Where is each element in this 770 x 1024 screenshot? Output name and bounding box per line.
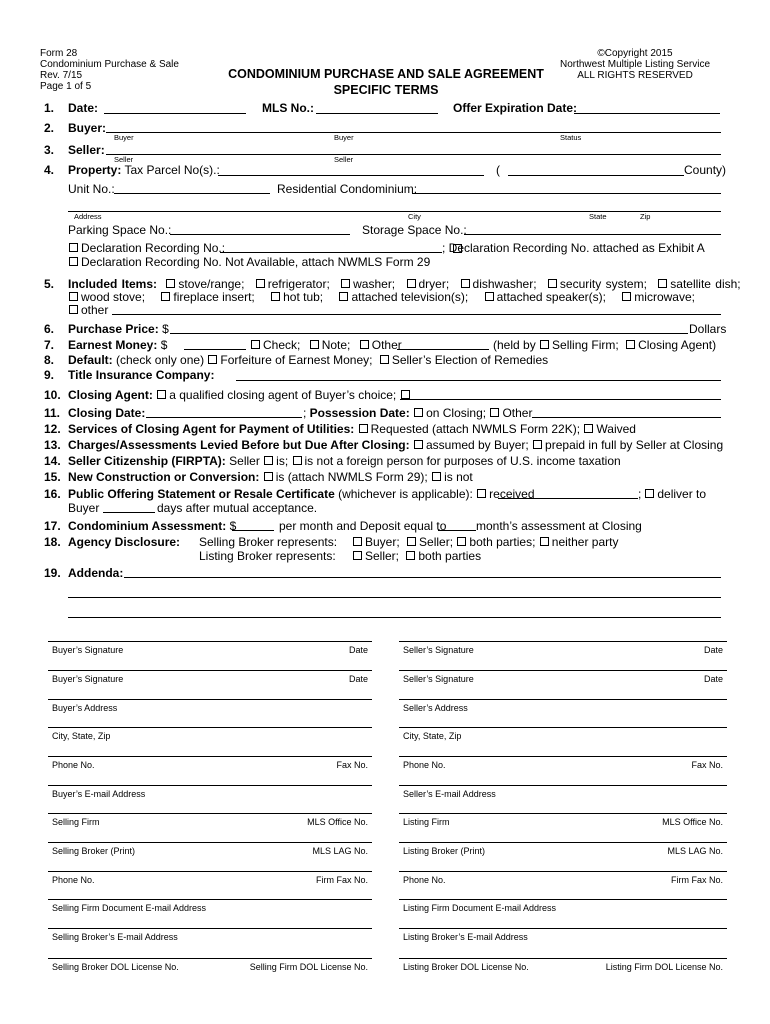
- phone-no-field[interactable]: [399, 756, 727, 757]
- address-field[interactable]: [68, 211, 721, 212]
- new-construction-row: [68, 470, 473, 484]
- sellers-address-field[interactable]: [399, 699, 727, 700]
- selling-firm-document-e-mail-address-label: Selling Firm Document E-mail Address: [52, 903, 207, 913]
- fireplace-insert-checkbox[interactable]: [161, 292, 170, 301]
- seller-sublabel: Seller: [334, 155, 354, 164]
- sellers-signature-label: Seller’s Signature: [403, 674, 474, 684]
- attached-television-label: attached television(s);: [351, 290, 469, 304]
- title-insurance-field[interactable]: [236, 380, 721, 381]
- phone-no-label: Phone No.: [403, 875, 446, 885]
- rights-reserved: ALL RIGHTS RESERVED: [577, 70, 693, 81]
- item-number: 4.: [44, 163, 55, 177]
- form-header-right: [550, 48, 720, 81]
- earnest-money-row: [68, 338, 167, 352]
- buyers-signature-label: Buyer’s Signature: [52, 645, 124, 655]
- item-number: 8.: [44, 353, 55, 367]
- parking-space-label: Parking Space No.:: [68, 223, 172, 237]
- county-open-paren: (: [496, 163, 500, 177]
- city-sublabel: City: [408, 212, 421, 221]
- date-label: Date: [348, 645, 368, 655]
- possession-other-field[interactable]: [532, 417, 721, 418]
- default-row: [68, 353, 548, 367]
- phone-no-field[interactable]: [48, 871, 372, 872]
- forfeiture-checkbox[interactable]: [208, 355, 217, 364]
- page-number: Page 1 of 5: [40, 81, 92, 92]
- selling-broker-dol-license-no-field[interactable]: [48, 958, 372, 959]
- wood-stove-label: wood stove;: [81, 290, 146, 304]
- wood-stove-checkbox[interactable]: [69, 292, 78, 301]
- possession-other-label: Other: [502, 406, 533, 420]
- item-number: 17.: [44, 519, 61, 533]
- listing-broker-options: [352, 549, 481, 563]
- citizenship-is-checkbox[interactable]: [264, 456, 273, 465]
- phone-no-label: Phone No.: [52, 760, 95, 770]
- hot-tub-checkbox[interactable]: [271, 292, 280, 301]
- ad-seller-checkbox[interactable]: [407, 537, 416, 546]
- ad-buyer-label: Buyer;: [365, 535, 400, 549]
- date-label: Date: [348, 674, 368, 684]
- sellers-e-mail-address-field[interactable]: [399, 785, 727, 786]
- listing-firm-dol-license-no-label: Listing Firm DOL License No.: [605, 962, 723, 972]
- mls-lag-no-label: MLS LAG No.: [667, 846, 723, 856]
- buyer-label: Buyer:: [68, 121, 107, 135]
- phone-no-label: Phone No.: [403, 760, 446, 770]
- on-closing-label: on Closing;: [426, 406, 487, 420]
- closing-date-label: Closing Date:: [68, 406, 146, 420]
- em-other-label: Other: [371, 338, 402, 352]
- dollar-sign: $: [162, 322, 169, 336]
- phone-no-field[interactable]: [48, 756, 372, 757]
- refrigerator-label: refrigerator;: [267, 277, 330, 291]
- utilities-waived-checkbox[interactable]: [584, 424, 593, 433]
- po-received-field[interactable]: [498, 498, 638, 499]
- item-number: 11.: [44, 406, 61, 420]
- security-system-label: security system;: [559, 277, 647, 291]
- buyers-signature-field[interactable]: [48, 670, 372, 671]
- item-number: 6.: [44, 322, 55, 336]
- dryer-label: dryer;: [418, 277, 450, 291]
- listing-broker-dol-license-no-field[interactable]: [399, 958, 727, 959]
- purchase-price-row: [68, 322, 169, 336]
- sellers-election-label: Seller’s Election of Remedies: [391, 353, 549, 367]
- residential-condo-label: Residential Condominium:: [277, 182, 418, 196]
- buyer-sublabel: Buyer: [334, 133, 354, 142]
- agency-disclosure-label: Agency Disclosure:: [68, 535, 181, 549]
- new-construction-is-not-label: is not: [444, 470, 473, 484]
- ad-listing-both-checkbox[interactable]: [406, 551, 415, 560]
- new-construction-is-not-checkbox[interactable]: [432, 472, 441, 481]
- addenda-field[interactable]: [124, 577, 721, 578]
- address-sublabel: Address: [74, 212, 102, 221]
- citizenship-is-not-label: is not a foreign person for purposes of U.S. income taxation: [304, 454, 621, 468]
- selling-brokers-e-mail-address-field[interactable]: [48, 928, 372, 929]
- buyers-signature-field[interactable]: [48, 641, 372, 642]
- dryer-checkbox[interactable]: [407, 279, 416, 288]
- public-offering-applicable-text: (whichever is applicable):: [338, 487, 473, 501]
- declaration-recording-checkbox[interactable]: [69, 243, 78, 252]
- date-label: Date: [703, 645, 723, 655]
- buyers-address-label: Buyer’s Address: [52, 703, 118, 713]
- item-number: 19.: [44, 566, 61, 580]
- closing-agent-row: [68, 388, 413, 402]
- ca-deposit-months-field[interactable]: [438, 530, 476, 531]
- ad-neither-label: neither party: [551, 535, 619, 549]
- earnest-money-field[interactable]: [184, 349, 246, 350]
- dollar-sign: $: [229, 519, 237, 533]
- ad-neither-checkbox[interactable]: [540, 537, 549, 546]
- declaration-not-available-row: [68, 255, 430, 269]
- sellers-signature-field[interactable]: [399, 670, 727, 671]
- default-text: (check only one): [116, 353, 205, 367]
- item-number: 2.: [44, 121, 55, 135]
- public-offering-row: [68, 487, 535, 501]
- citizenship-is-label: is;: [276, 454, 289, 468]
- declaration-recording-label: Declaration Recording No.:: [81, 241, 226, 255]
- closing-date-field[interactable]: [146, 417, 302, 418]
- em-other-checkbox[interactable]: [360, 340, 369, 349]
- default-label: Default:: [68, 353, 113, 367]
- em-closing-agent-label: Closing Agent): [638, 338, 717, 352]
- addenda-label: Addenda:: [68, 566, 124, 580]
- dollar-sign: $: [160, 338, 168, 352]
- included-items-other-row: [68, 303, 108, 317]
- page-title: CONDOMINIUM PURCHASE AND SALE AGREEMENT: [228, 67, 544, 81]
- on-closing-checkbox[interactable]: [414, 408, 423, 417]
- parking-space-field[interactable]: [170, 234, 350, 235]
- stove-checkbox[interactable]: [166, 279, 175, 288]
- em-held-by-label: (held by: [493, 338, 536, 352]
- included-items-row2: [68, 290, 695, 304]
- dollars-label: Dollars: [689, 322, 727, 336]
- county-field[interactable]: [508, 175, 684, 176]
- declaration-not-available-label: Declaration Recording No. Not Available, attach NWMLS Form 29: [81, 255, 431, 269]
- item-number: 7.: [44, 338, 55, 352]
- assumed-by-buyer-checkbox[interactable]: [414, 440, 423, 449]
- seller-field[interactable]: [106, 154, 721, 155]
- tax-parcel-label: Tax Parcel No(s).:: [124, 163, 220, 177]
- citizenship-row: [68, 454, 621, 468]
- declaration-attached-checkbox[interactable]: [453, 244, 462, 253]
- document-title: [200, 67, 572, 97]
- po-deliver-label: deliver to: [657, 487, 707, 501]
- sellers-election-checkbox[interactable]: [380, 355, 389, 364]
- po-buyer-label: Buyer: [68, 501, 100, 515]
- ad-listing-seller-checkbox[interactable]: [353, 551, 362, 560]
- em-check-label: Check;: [263, 338, 301, 352]
- declaration-recording-field[interactable]: [220, 252, 442, 253]
- attached-speaker-checkbox[interactable]: [485, 292, 494, 301]
- earnest-money-options: [250, 338, 402, 352]
- listing-broker-represents-label: Listing Broker represents:: [199, 549, 336, 563]
- satellite-dish-label: satellite dish;: [670, 277, 741, 291]
- sellers-signature-label: Seller’s Signature: [403, 645, 474, 655]
- seller-label: Seller:: [68, 143, 105, 157]
- selling-firm-field[interactable]: [48, 813, 372, 814]
- property-row: [68, 163, 220, 177]
- date-field[interactable]: [104, 113, 246, 114]
- selling-broker-options: [352, 535, 618, 549]
- form-number: Form 28: [40, 48, 78, 59]
- selling-broker-dol-license-no-label: Selling Broker DOL License No.: [52, 962, 179, 972]
- condo-assessment-row: [68, 519, 236, 533]
- charges-label: Charges/Assessments Levied Before but Due After Closing:: [68, 438, 410, 452]
- selling-broker-print-field[interactable]: [48, 842, 372, 843]
- storage-space-field[interactable]: [464, 234, 721, 235]
- prepaid-by-seller-label: prepaid in full by Seller at Closing: [545, 438, 724, 452]
- prepaid-by-seller-checkbox[interactable]: [533, 440, 542, 449]
- dishwasher-label: dishwasher;: [472, 277, 537, 291]
- listing-brokers-e-mail-address-field[interactable]: [399, 928, 727, 929]
- form-header-left: [40, 48, 179, 92]
- offer-expiration-label: Offer Expiration Date:: [453, 101, 578, 115]
- item-number: 10.: [44, 388, 61, 402]
- title-insurance-label: Title Insurance Company:: [68, 368, 215, 382]
- seller-sublabel: Seller: [114, 155, 134, 164]
- new-construction-label: New Construction or Conversion:: [68, 470, 260, 484]
- firm-fax-no-label: Firm Fax No.: [670, 875, 723, 885]
- dishwasher-checkbox[interactable]: [461, 279, 470, 288]
- listing-firm-field[interactable]: [399, 813, 727, 814]
- declaration-attached-row: [442, 241, 705, 255]
- sellers-e-mail-address-label: Seller’s E-mail Address: [403, 789, 496, 799]
- offer-expiration-field[interactable]: [574, 113, 720, 114]
- earnest-money-label: Earnest Money:: [68, 338, 158, 352]
- buyers-address-field[interactable]: [48, 699, 372, 700]
- ca-months-label: month’s assessment at Closing: [476, 519, 642, 533]
- mls-office-no-label: MLS Office No.: [662, 817, 723, 827]
- page-subtitle: SPECIFIC TERMS: [333, 83, 439, 97]
- declaration-row: [68, 241, 225, 255]
- included-items-label: Included Items:: [68, 277, 158, 291]
- phone-no-field[interactable]: [399, 871, 727, 872]
- listing-broker-print-field[interactable]: [399, 842, 727, 843]
- po-deliver-row: ; deliver to: [638, 487, 707, 501]
- county-label: County): [684, 163, 727, 177]
- refrigerator-checkbox[interactable]: [256, 279, 265, 288]
- copyright: ©Copyright 2015: [597, 48, 673, 59]
- new-construction-is-label: is (attach NWMLS Form 29);: [275, 470, 428, 484]
- unit-no-field[interactable]: [114, 193, 270, 194]
- em-selling-firm-label: Selling Firm;: [552, 338, 619, 352]
- po-received-label: received: [489, 487, 535, 501]
- closing-agent-other-checkbox[interactable]: [401, 390, 410, 399]
- residential-condo-field[interactable]: [412, 193, 721, 194]
- ad-seller-label: Seller;: [419, 535, 454, 549]
- possession-other-checkbox[interactable]: [490, 408, 499, 417]
- services-row: [68, 422, 636, 436]
- utilities-requested-checkbox[interactable]: [359, 424, 368, 433]
- em-note-checkbox[interactable]: [310, 340, 319, 349]
- other-item-field[interactable]: [112, 314, 721, 315]
- ad-listing-both-label: both parties: [418, 549, 482, 563]
- date-label: Date:: [68, 101, 99, 115]
- selling-firm-document-e-mail-address-field[interactable]: [48, 899, 372, 900]
- new-construction-is-checkbox[interactable]: [264, 472, 273, 481]
- em-check-checkbox[interactable]: [251, 340, 260, 349]
- city-state-zip-field[interactable]: [48, 727, 372, 728]
- fax-no-label: Fax No.: [691, 760, 723, 770]
- assumed-by-buyer-label: assumed by Buyer;: [425, 438, 529, 452]
- form-name: Condominium Purchase & Sale: [40, 59, 179, 70]
- condo-assessment-label: Condominium Assessment:: [68, 519, 227, 533]
- satellite-dish-checkbox[interactable]: [658, 279, 667, 288]
- hot-tub-label: hot tub;: [283, 290, 324, 304]
- other-item-label: other: [81, 303, 109, 317]
- washer-checkbox[interactable]: [341, 279, 350, 288]
- item-number: 1.: [44, 101, 55, 115]
- po-days-field[interactable]: [103, 512, 155, 513]
- citizenship-label: Seller Citizenship (FIRPTA):: [68, 454, 226, 468]
- services-label: Services of Closing Agent for Payment of Utilities:: [68, 422, 355, 436]
- item-number: 16.: [44, 487, 61, 501]
- utilities-waived-label: Waived: [596, 422, 636, 436]
- microwave-checkbox[interactable]: [622, 292, 631, 301]
- washer-label: washer;: [353, 277, 396, 291]
- property-label: Property:: [68, 163, 122, 177]
- buyers-e-mail-address-label: Buyer’s E-mail Address: [52, 789, 146, 799]
- attached-speaker-label: attached speaker(s);: [496, 290, 606, 304]
- po-received-checkbox[interactable]: [477, 489, 486, 498]
- city-state-zip-label: City, State, Zip: [52, 731, 111, 741]
- em-note-label: Note;: [321, 338, 351, 352]
- item-number: 18.: [44, 535, 61, 549]
- possession-date-row: ; Possession Date: on Closing; Other: [303, 406, 533, 420]
- mls-office-no-label: MLS Office No.: [307, 817, 368, 827]
- closing-agent-field[interactable]: [400, 399, 721, 400]
- public-offering-label: Public Offering Statement or Resale Certificate: [68, 487, 335, 501]
- city-state-zip-field[interactable]: [399, 727, 727, 728]
- em-other-field[interactable]: [397, 349, 489, 350]
- status-sublabel: Status: [560, 133, 582, 142]
- qualified-closing-agent-checkbox[interactable]: [157, 390, 166, 399]
- utilities-requested-label: Requested (attach NWMLS Form 22K);: [370, 422, 581, 436]
- listing-firm-label: Listing Firm: [403, 817, 450, 827]
- storage-space-label: Storage Space No.:: [362, 223, 467, 237]
- fax-no-label: Fax No.: [336, 760, 368, 770]
- ca-per-month-label: per month and Deposit equal to: [279, 519, 447, 533]
- form-revision: Rev. 7/15: [40, 70, 83, 81]
- selling-broker-print-label: Selling Broker (Print): [52, 846, 136, 856]
- selling-broker-represents-label: Selling Broker represents:: [199, 535, 338, 549]
- closing-agent-text: a qualified closing agent of Buyer’s choice;: [169, 388, 397, 402]
- buyer-sublabel: Buyer: [114, 133, 134, 142]
- firm-fax-no-label: Firm Fax No.: [315, 875, 368, 885]
- citizenship-seller-text: Seller: [229, 454, 260, 468]
- declaration-not-available-checkbox[interactable]: [69, 257, 78, 266]
- fireplace-insert-label: fireplace insert;: [173, 290, 255, 304]
- closing-agent-label: Closing Agent:: [68, 388, 153, 402]
- other-item-checkbox[interactable]: [69, 305, 78, 314]
- included-items-row1: [68, 277, 741, 291]
- listing-brokers-e-mail-address-label: Listing Broker’s E-mail Address: [403, 932, 528, 942]
- selling-firm-dol-license-no-label: Selling Firm DOL License No.: [249, 962, 368, 972]
- sellers-address-label: Seller’s Address: [403, 703, 468, 713]
- item-number: 14.: [44, 454, 61, 468]
- buyers-e-mail-address-field[interactable]: [48, 785, 372, 786]
- sellers-signature-field[interactable]: [399, 641, 727, 642]
- citizenship-is-not-checkbox[interactable]: [293, 456, 302, 465]
- addenda-field[interactable]: [68, 597, 721, 598]
- forfeiture-label: Forfeiture of Earnest Money;: [220, 353, 373, 367]
- microwave-label: microwave;: [634, 290, 695, 304]
- unit-no-label: Unit No.:: [68, 182, 115, 196]
- zip-sublabel: Zip: [640, 212, 651, 221]
- listing-firm-document-e-mail-address-field[interactable]: [399, 899, 727, 900]
- purchase-price-field[interactable]: [170, 333, 688, 334]
- em-closing-agent-checkbox[interactable]: [626, 340, 635, 349]
- listing-firm-document-e-mail-address-label: Listing Firm Document E-mail Address: [403, 903, 557, 913]
- date-label: Date: [703, 674, 723, 684]
- purchase-price-label: Purchase Price:: [68, 322, 159, 336]
- mls-no-label: MLS No.:: [262, 101, 314, 115]
- org-name: Northwest Multiple Listing Service: [559, 59, 711, 70]
- item-number: 5.: [44, 277, 55, 291]
- buyers-signature-label: Buyer’s Signature: [52, 674, 124, 684]
- security-system-checkbox[interactable]: [548, 279, 557, 288]
- po-days-label: days after mutual acceptance.: [157, 501, 318, 515]
- listing-broker-print-label: Listing Broker (Print): [403, 846, 486, 856]
- ad-listing-seller-label: Seller;: [365, 549, 400, 563]
- possession-date-label: Possession Date:: [309, 406, 410, 420]
- em-selling-firm-checkbox[interactable]: [540, 340, 549, 349]
- stove-label: stove/range;: [178, 277, 245, 291]
- declaration-attached-label: ; Declaration Recording No. attached as Exhibit A: [442, 241, 705, 255]
- attached-television-checkbox[interactable]: [339, 292, 348, 301]
- item-number: 12.: [44, 422, 61, 436]
- tax-parcel-field[interactable]: [218, 175, 484, 176]
- condo-assessment-field[interactable]: [232, 530, 274, 531]
- selling-firm-label: Selling Firm: [52, 817, 100, 827]
- buyer-field[interactable]: [106, 132, 721, 133]
- item-number: 15.: [44, 470, 61, 484]
- charges-row: [68, 438, 723, 452]
- item-number: 9.: [44, 368, 55, 382]
- ad-both-checkbox[interactable]: [457, 537, 466, 546]
- ad-buyer-checkbox[interactable]: [353, 537, 362, 546]
- item-number: 3.: [44, 143, 55, 157]
- item-number: 13.: [44, 438, 61, 452]
- em-held-by-row: [493, 338, 716, 352]
- state-sublabel: State: [589, 212, 607, 221]
- city-state-zip-label: City, State, Zip: [403, 731, 462, 741]
- po-deliver-checkbox[interactable]: [645, 489, 654, 498]
- addenda-field[interactable]: [68, 617, 721, 618]
- mls-lag-no-label: MLS LAG No.: [312, 846, 368, 856]
- listing-broker-dol-license-no-label: Listing Broker DOL License No.: [403, 962, 529, 972]
- phone-no-label: Phone No.: [52, 875, 95, 885]
- ad-both-label: both parties;: [469, 535, 536, 549]
- mls-no-field[interactable]: [316, 113, 438, 114]
- selling-brokers-e-mail-address-label: Selling Broker’s E-mail Address: [52, 932, 178, 942]
